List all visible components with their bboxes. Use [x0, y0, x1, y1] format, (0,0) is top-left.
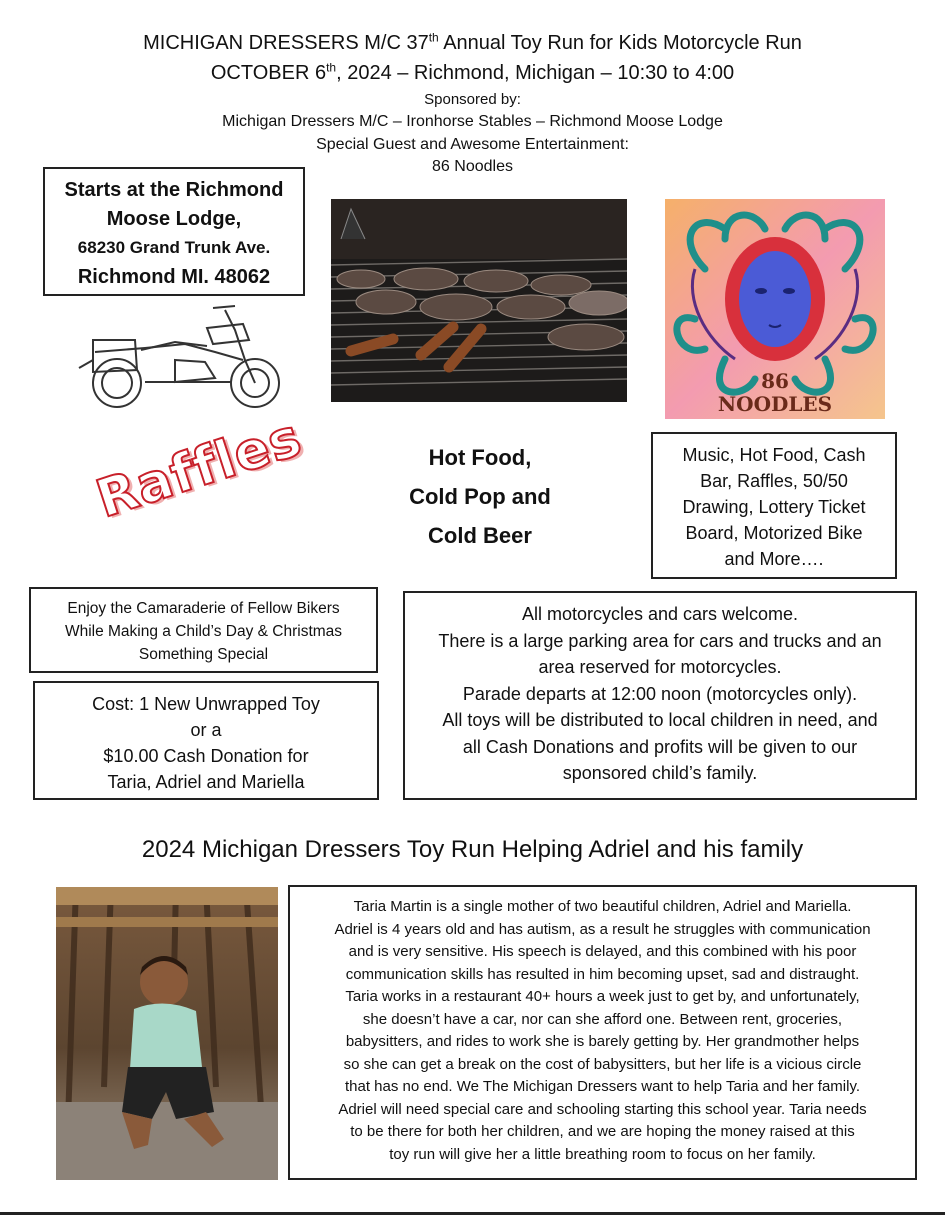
- info-line: all Cash Donations and profits will be given to our: [462, 736, 858, 757]
- special-guest-label: Special Guest and Awesome Entertainment:: [316, 136, 629, 153]
- story-line: so she can get a break on the cost of babysitters, but her life is a vicious circle: [343, 1055, 862, 1073]
- sponsors-list: Michigan Dressers M/C – Ironhorse Stables – Richmond Moose Lodge: [222, 113, 723, 130]
- story-box: [288, 885, 917, 1180]
- sponsored-by-label: Sponsored by:: [424, 91, 521, 108]
- info-line: area reserved for motorcycles.: [538, 657, 782, 677]
- story-line: she doesn’t have a car, nor can she afford one. Between rent, groceries,: [362, 1010, 843, 1028]
- story-heading: 2024 Michigan Dressers Toy Run Helping Adriel and his family: [141, 836, 804, 863]
- band-logo-number: 86: [761, 369, 789, 393]
- info-line: All motorcycles and cars welcome.: [521, 604, 799, 624]
- cost-line: Taria, Adriel and Mariella: [107, 772, 305, 792]
- camaraderie-line: Enjoy the Camaraderie of Fellow Bikers: [67, 600, 340, 617]
- cost-line: Cost: 1 New Unwrapped Toy: [92, 694, 320, 714]
- story-line: Adriel is 4 years old and has autism, as a result he struggles with communication: [334, 920, 871, 938]
- amenities-line: Music, Hot Food, Cash: [682, 445, 866, 465]
- food-line3: Cold Beer: [428, 523, 532, 548]
- amenities-box: [651, 432, 897, 579]
- food-line1: Hot Food,: [428, 445, 532, 470]
- camaraderie-box: [29, 587, 378, 673]
- story-line: Taria works in a restaurant 40+ hours a week just to get by, and unfortunately,: [345, 988, 860, 1005]
- amenities-line: Drawing, Lottery Ticket: [682, 497, 866, 517]
- food-line2: Cold Pop and: [409, 484, 551, 509]
- food-drinks-text: [380, 438, 580, 555]
- motorcycle-illustration: [75, 300, 295, 415]
- location-line1: Starts at the Richmond: [64, 179, 284, 201]
- story-line: Adriel will need special care and schooling starting this school year. Taria needs: [338, 1100, 867, 1118]
- story-line: Taria Martin is a single mother of two beautiful children, Adriel and Mariella.: [353, 898, 852, 915]
- info-line: All toys will be distributed to local children in need, and: [442, 710, 878, 730]
- band-logo-name: NOODLES: [717, 392, 833, 416]
- location-box: [43, 167, 305, 296]
- location-address: 68230 Grand Trunk Ave.: [77, 238, 271, 257]
- camaraderie-line: While Making a Child’s Day & Christmas: [64, 623, 343, 640]
- story-line: communication skills has resulted in him becoming upset, sad and distraught.: [345, 965, 860, 983]
- story-line: toy run will give her a little breathing room to focus on her family.: [389, 1145, 816, 1163]
- amenities-line: Bar, Raffles, 50/50: [700, 471, 848, 491]
- event-title: MICHIGAN DRESSERS M/C 37th Annual Toy Run for Kids Motorcycle Run: [143, 30, 802, 54]
- amenities-line: and More….: [724, 549, 824, 569]
- cost-box: [33, 681, 379, 800]
- info-line: sponsored child’s family.: [562, 763, 758, 783]
- child-photo: [56, 887, 278, 1180]
- cost-line: $10.00 Cash Donation for: [103, 746, 309, 766]
- info-line: There is a large parking area for cars and trucks and an: [438, 630, 882, 651]
- bottom-divider: [0, 1212, 945, 1215]
- story-line: that has no end. We The Michigan Dressers want to help Taria and her family.: [345, 1078, 860, 1095]
- story-line: to be there for both her children, and we are hoping the money raised at this: [350, 1123, 855, 1140]
- amenities-line: Board, Motorized Bike: [685, 523, 863, 543]
- story-line: babysitters, and rides to work she is barely getting by. Her grandmother helps: [345, 1033, 860, 1050]
- child-photo-drawing: [56, 887, 278, 1180]
- band-logo: [665, 199, 885, 419]
- info-line: Parade departs at 12:00 noon (motorcycles only).: [462, 683, 858, 704]
- grill-photo: [331, 199, 627, 402]
- event-info-box: [403, 591, 917, 800]
- cost-line: or a: [190, 720, 222, 740]
- event-date: OCTOBER 6th, 2024 – Richmond, Michigan – 10:30 to 4:00: [210, 60, 735, 84]
- story-line: and is very sensitive. His speech is delayed, and this combined with his poor: [348, 943, 857, 960]
- grill-photo-drawing: [331, 199, 627, 402]
- guest-name: 86 Noodles: [432, 158, 513, 175]
- location-city: Richmond MI. 48062: [77, 266, 271, 288]
- raffles-graphic: Raffles: [89, 407, 310, 530]
- camaraderie-line: Something Special: [138, 646, 269, 663]
- location-line2: Moose Lodge,: [106, 208, 242, 230]
